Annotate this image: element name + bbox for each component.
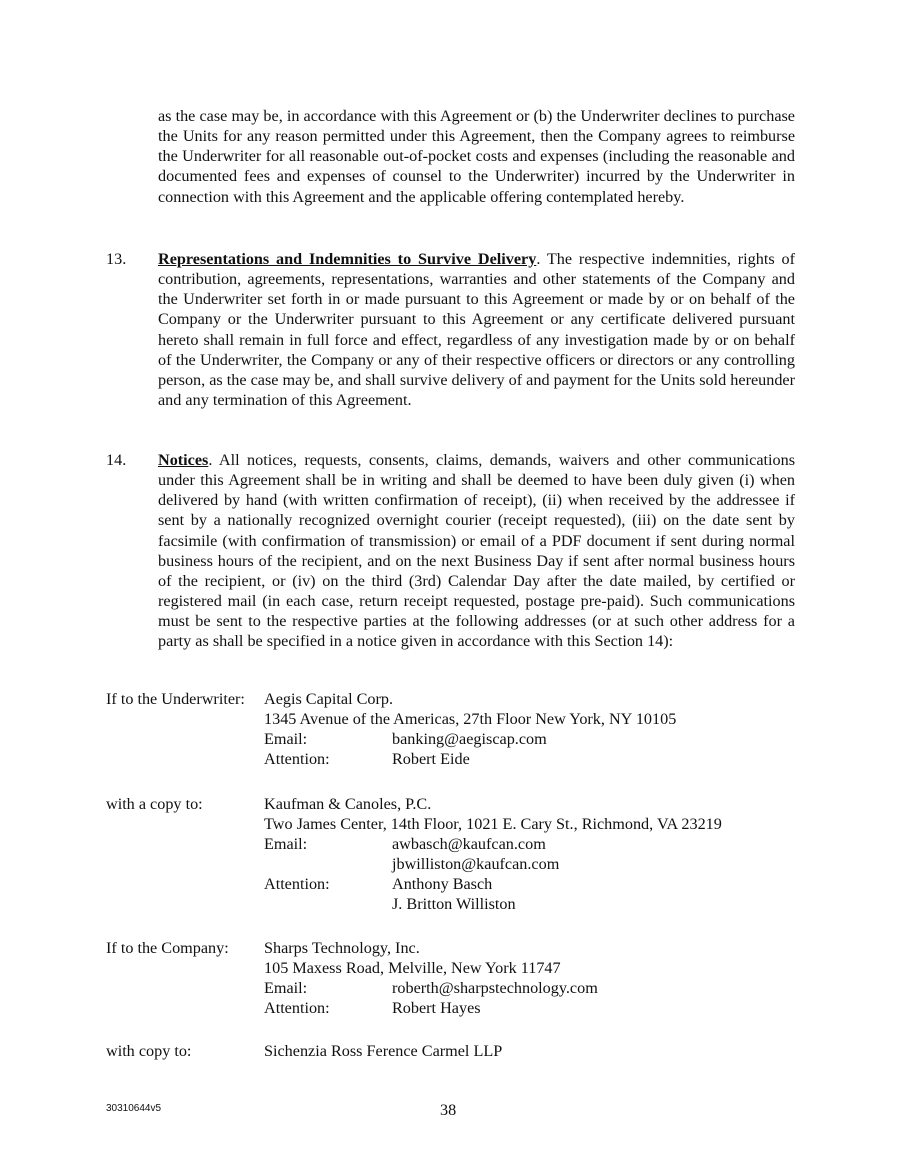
section-14-body	[158, 450, 795, 652]
section-14-text: . All notices, requests, consents, claims, demands, waivers and other communications under this Agreement shall be in writing and shall be deemed to have been duly given (i) when delivered by hand (with written confirmation of receipt), (ii) when received by the addressee if sent by a nationally recognized overnight courier (receipt requested), (iii) on the date sent by facsimile (with confirmation of transmission) or email of a PDF document if sent during normal business hours of the recipient, and on the next Business Day if sent after normal business hours of the recipient, or (iv) on the third (3rd) Calendar Day after the date mailed, by certified or registered mail (in each case, return receipt requested, postage pre-paid). Such communications must be sent to the respective parties at the following addresses (or at such other address for a party as shall be specified in a notice given in accordance with this Section 14):	[158, 451, 795, 651]
notice-attention-label-company: Attention:	[264, 999, 330, 1017]
notice-address-underwriter-copy: Two James Center, 14th Floor, 1021 E. Cary St., Richmond, VA 23219	[264, 815, 722, 833]
section-13-number: 13.	[106, 250, 127, 268]
notice-attention-underwriter-copy-2: J. Britton Williston	[392, 895, 516, 913]
notice-attention-underwriter: Robert Eide	[392, 750, 470, 768]
intro-paragraph: as the case may be, in accordance with this Agreement or (b) the Underwriter declines to purchase the Units for any reason permitted under this Agreement, then the Company agrees to reimburse the Underwriter for all reasonable out-of-pocket costs and expenses (including the reasonable and documented fees and expenses of counsel to the Underwriter) incurred by the Underwriter in connection with this Agreement and the applicable offering contemplated hereby.	[158, 107, 795, 206]
notice-label-underwriter: If to the Underwriter:	[106, 690, 245, 708]
notice-email-label-company: Email:	[264, 979, 308, 997]
notice-name-company: Sharps Technology, Inc.	[264, 939, 420, 957]
notice-name-underwriter: Aegis Capital Corp.	[264, 690, 394, 708]
notice-email-label-underwriter: Email:	[264, 730, 308, 748]
section-14-number: 14.	[106, 451, 127, 469]
notice-email-underwriter-copy-2: jbwilliston@kaufcan.com	[392, 855, 560, 873]
section-13-title: Representations and Indemnities to Survive Delivery	[158, 250, 537, 268]
section-13-text: . The respective indemnities, rights of contribution, agreements, representations, warranties and other statements of the Company and the Underwriter set forth in or made pursuant to this Agreement or made by or on behalf of the Company or the Underwriter pursuant to this Agreement or any certificate delivered pursuant hereto shall remain in full force and effect, regardless of any investigation made by or on behalf of the Underwriter, the Company or any of their respective officers or directors or any controlling person, as the case may be, and shall survive delivery of and payment for the Units sold hereunder and any termination of this Agreement.	[158, 250, 795, 410]
section-14-title: Notices	[158, 451, 209, 469]
notice-name-underwriter-copy: Kaufman & Canoles, P.C.	[264, 795, 432, 813]
notice-attention-label-underwriter-copy: Attention:	[264, 875, 330, 893]
notice-email-company: roberth@sharpstechnology.com	[392, 979, 598, 997]
section-13-body	[158, 249, 795, 410]
notice-email-underwriter-copy-1: awbasch@kaufcan.com	[392, 835, 546, 853]
notice-attention-label-underwriter: Attention:	[264, 750, 330, 768]
notice-email-label-underwriter-copy: Email:	[264, 835, 308, 853]
notice-attention-company: Robert Hayes	[392, 999, 481, 1017]
notice-email-underwriter: banking@aegiscap.com	[392, 730, 547, 748]
notice-attention-underwriter-copy-1: Anthony Basch	[392, 875, 493, 893]
notice-label-company-copy: with copy to:	[106, 1042, 192, 1060]
notice-label-company: If to the Company:	[106, 939, 229, 957]
page-number: 38	[440, 1101, 457, 1119]
notice-label-underwriter-copy: with a copy to:	[106, 795, 203, 813]
notice-name-company-copy: Sichenzia Ross Ference Carmel LLP	[264, 1042, 503, 1060]
document-id: 30310644v5	[106, 1103, 162, 1114]
notice-address-company: 105 Maxess Road, Melville, New York 11747	[264, 959, 561, 977]
notice-address-underwriter: 1345 Avenue of the Americas, 27th Floor New York, NY 10105	[264, 710, 677, 728]
